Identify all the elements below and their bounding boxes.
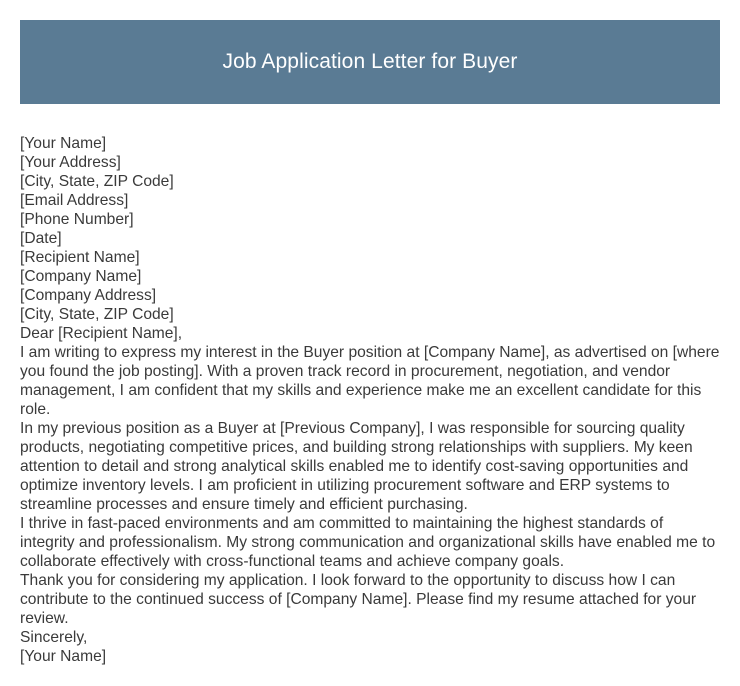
paragraph-intro: I am writing to express my interest in the Buyer position at [Company Name], as advertised on [where you found the job posting]. With a proven track record in procurement, negotiation, and vendor management, I am confident that my skills and experience make me an excellent candidate for this role. xyxy=(20,344,720,418)
sender-address: [Your Address] xyxy=(20,154,121,171)
sender-phone: [Phone Number] xyxy=(20,211,134,228)
closing: Sincerely, xyxy=(20,629,88,646)
document-header xyxy=(20,20,720,104)
paragraph-thanks: Thank you for considering my application. I look forward to the opportunity to discuss how I can contribute to the continued success of [Company Name]. Please find my resume attached for your review. xyxy=(20,572,697,627)
letter-date: [Date] xyxy=(20,230,62,247)
document-title: Job Application Letter for Buyer xyxy=(222,50,518,73)
sender-email: [Email Address] xyxy=(20,192,129,209)
signature: [Your Name] xyxy=(20,648,107,665)
recipient-company-address: [Company Address] xyxy=(20,287,157,304)
recipient-city-state-zip: [City, State, ZIP Code] xyxy=(20,306,174,323)
paragraph-qualities: I thrive in fast-paced environments and am committed to maintaining the highest standards of integrity and professionalism. My strong communication and organizational skills have enabled me to collaborate effectively with cross-functional teams and achieve company goals. xyxy=(20,515,716,570)
sender-city-state-zip: [City, State, ZIP Code] xyxy=(20,173,174,190)
sender-name: [Your Name] xyxy=(20,135,107,152)
recipient-company: [Company Name] xyxy=(20,268,142,285)
letter-body xyxy=(20,134,722,666)
salutation: Dear [Recipient Name], xyxy=(20,325,183,342)
paragraph-experience: In my previous position as a Buyer at [Previous Company], I was responsible for sourcing quality products, negotiating competitive prices, and building strong relationships with suppliers. My keen attention to detail and strong analytical skills enabled me to identify cost-saving opportunities and optimize inventory levels. I am proficient in utilizing procurement software and ERP systems to streamline processes and ensure timely and efficient purchasing. xyxy=(20,420,693,513)
recipient-name: [Recipient Name] xyxy=(20,249,140,266)
